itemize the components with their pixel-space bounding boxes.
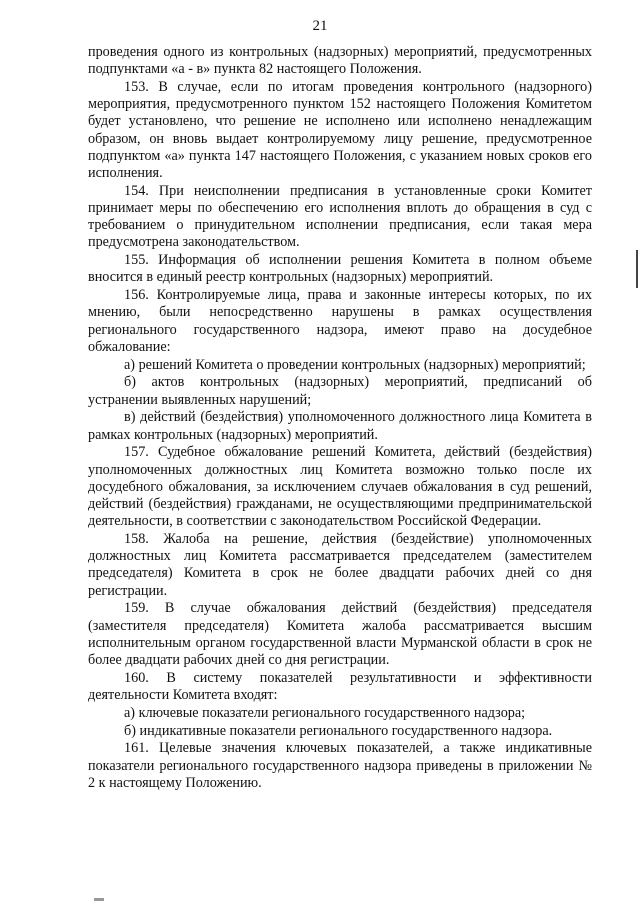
scan-edge-mark	[636, 250, 638, 288]
page-number: 21	[312, 18, 328, 34]
paragraph-160-a: а) ключевые показатели регионального государственного надзора;	[124, 704, 526, 721]
paragraph-continuation: проведения одного из контрольных (надзорных) мероприятий, предусмотренных подпунктами «а - в» пункта 82 настоящего Положения.	[88, 44, 592, 78]
paragraph-156: 156. Контролируемые лица, права и законные интересы которых, по их мнению, были непосредственно нарушены в рамках осуществления регионального государственного надзора, имеют право на досудебное обжалование:	[88, 287, 592, 355]
paragraph-156-c: в) действий (бездействия) уполномоченного должностного лица Комитета в рамках контрольных (надзорных) мероприятий.	[88, 409, 592, 443]
paragraph-155: 155. Информация об исполнении решения Комитета в полном объеме вносится в единый реестр контрольных (надзорных) мероприятий.	[88, 252, 592, 286]
paragraph-160: 160. В систему показателей результативности и эффективности деятельности Комитета входят:	[88, 669, 592, 704]
paragraph-156-b: б) актов контрольных (надзорных) мероприятий, предписаний об устранении выявленных нарушений;	[88, 374, 592, 408]
document-body	[88, 44, 592, 793]
paragraph-161: 161. Целевые значения ключевых показателей, а также индикативные показатели регионального государственного надзора приведены в приложении № 2 к настоящему Положению.	[88, 740, 592, 791]
paragraph-159: 159. В случае обжалования действий (бездействия) председателя (заместителя председателя) Комитета жалоба рассматривается высшим исполнительным органом государственной власти Мурманской области в срок не более двадцати рабочих дней со дня регистрации.	[88, 600, 592, 669]
paragraph-156-a: а) решений Комитета о проведении контрольных (надзорных) мероприятий;	[124, 356, 586, 373]
paragraph-160-b: б) индикативные показатели регионального государственного надзора.	[124, 722, 553, 739]
paragraph-154: 154. При неисполнении предписания в установленные сроки Комитет принимает меры по обеспечению его исполнения вплоть до обращения в суд с требованием о принудительном исполнении предписания, если такая мера предусмотрена законодательством.	[88, 182, 592, 251]
paragraph-158: 158. Жалоба на решение, действия (бездействие) уполномоченных должностных лиц Комитета рассматривается председателем (заместителем председателя) Комитета в срок не более двадцати рабочих дней со дня регистрации.	[88, 531, 592, 599]
paragraph-157: 157. Судебное обжалование решений Комитета, действий (бездействия) уполномоченных должностных лиц Комитета возможно только после их досудебного обжалования, за исключением случаев обжалования в суд решений, действий (бездействия) гражданами, не осуществляющими предпринимательской деятельности, в соответствии с законодательством Российской Федерации.	[88, 444, 592, 530]
paragraph-153: 153. В случае, если по итогам проведения контрольного (надзорного) мероприятия, предусмотренного пунктом 152 настоящего Положения Комитетом будет установлено, что решение не исполнено или исполнено ненадлежащим образом, он вновь выдает контролируемому лицу решение, предусмотренное подпунктом «а» пункта 147 настоящего Положения, с указанием новых сроков его исполнения.	[88, 79, 592, 182]
scan-corner-mark	[94, 898, 104, 901]
